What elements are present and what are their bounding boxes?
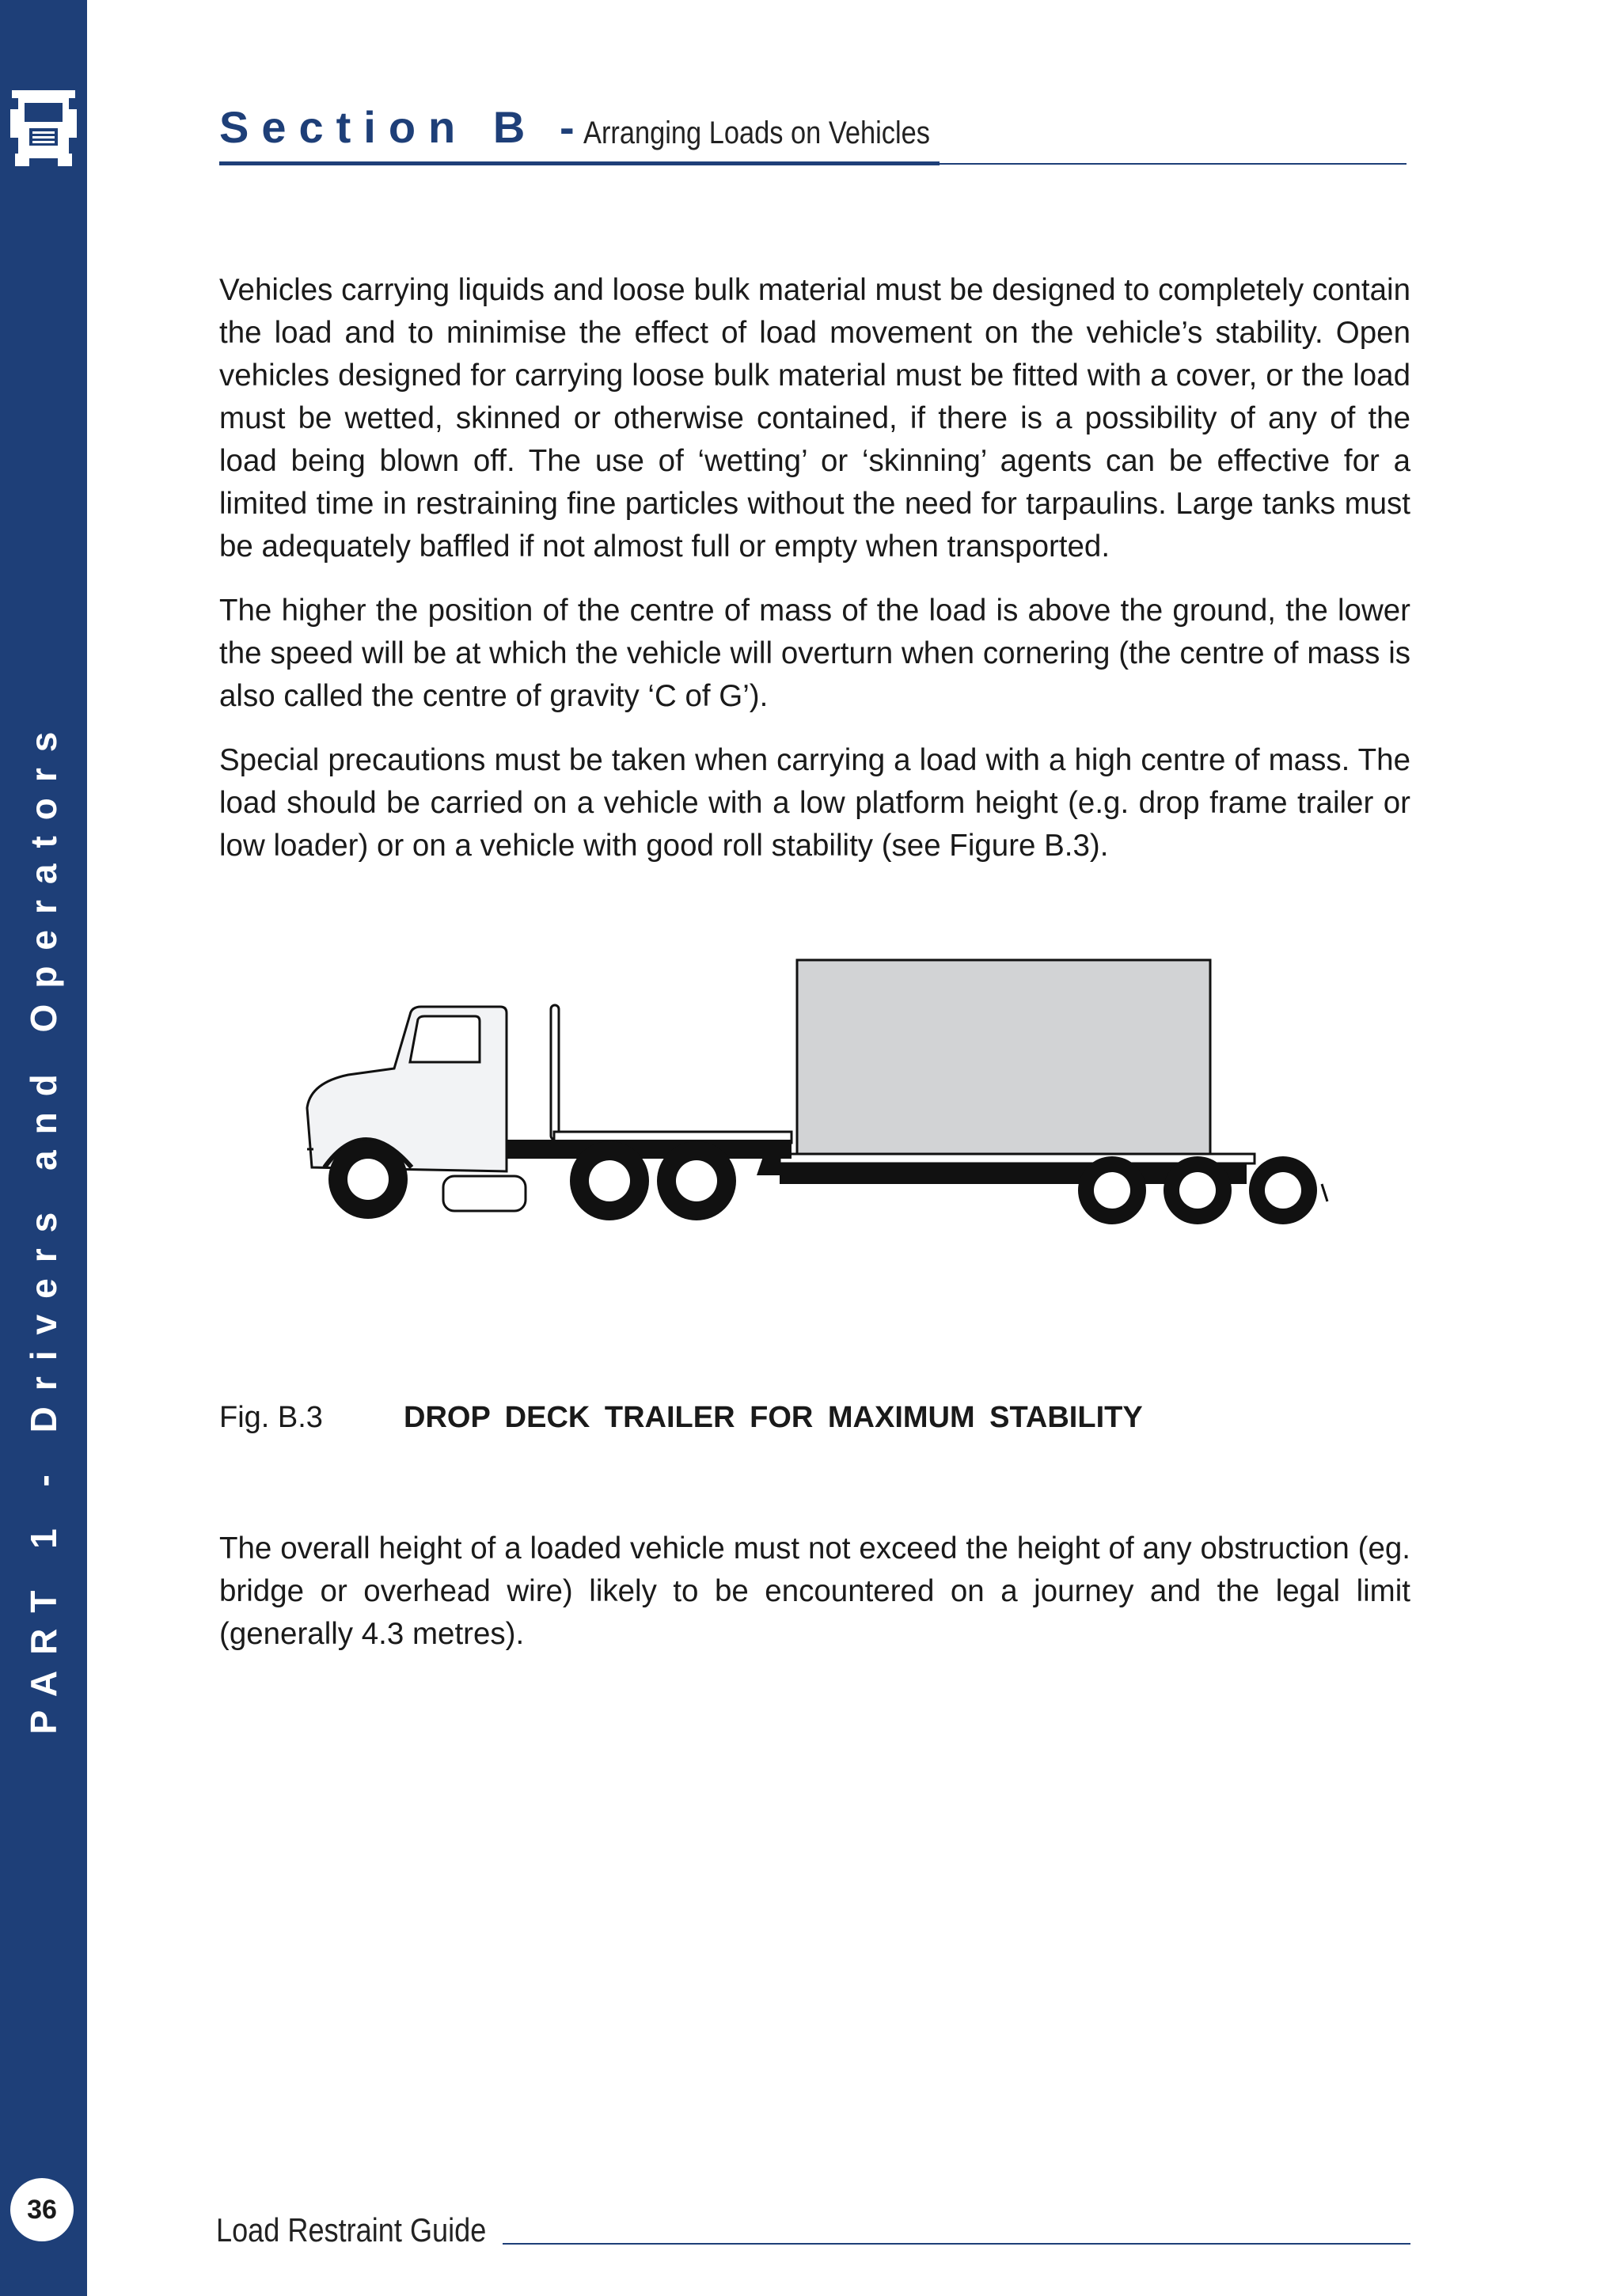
drop-deck-trailer-illustration (293, 950, 1377, 1243)
truck-front-icon (10, 85, 77, 168)
paragraph-overall-height: The overall height of a loaded vehicle must not exceed the height of any obstruction (eg. bridge or overhead wire) likely to be encountered on a journey and the legal limit (generally 4.3 metres). (219, 1531, 1410, 1651)
paragraph-centre-of-mass: The higher the position of the centre of mass of the load is above the ground, the lower the speed will be at which the vehicle will overturn when cornering (the centre of mass is also called the centre of gravity ‘C of G’). (219, 594, 1410, 713)
page-number: 36 (10, 2178, 74, 2241)
fuel-tank (443, 1176, 526, 1211)
headboard (551, 1005, 559, 1140)
figure-title: DROP DECK TRAILER FOR MAXIMUM STABILITY (404, 1401, 1143, 1434)
figure-number: Fig. B.3 (219, 1401, 323, 1434)
section-header (219, 101, 1407, 168)
section-dash: - (560, 102, 575, 152)
paragraph-bulk-loads: Vehicles carrying liquids and loose bulk material must be designed to completely contain the load and to minimise the effect of load movement on the vehicle’s stability. Open vehicles designed for carrying loose bulk material must be fitted with a cover, or the load must be wetted, skinned or otherwise contained, if there is a possibility of any of the load being blown off. The use of ‘wetting’ or ‘skinning’ agents can be effective for a limited time in restraining fine particles without the need for tarpaulins. Large tanks must be adequately baffled if not almost full or empty when transported. (219, 273, 1410, 564)
section-title: Section B (219, 102, 538, 152)
paragraph-special-precautions: Special precautions must be taken when carrying a load with a high centre of mass. The load should be carried on a vehicle with a low platform height (e.g. drop frame trailer or low loader) or on a vehicle with good roll stability (see Figure B.3). (219, 743, 1410, 863)
footer-guide-title: Load Restraint Guide (216, 2211, 487, 2249)
cab-window (410, 1016, 480, 1062)
load-block (797, 960, 1210, 1154)
part-label: PART 1 - Drivers and Operators (23, 715, 64, 1735)
header-rule-thin (219, 163, 1407, 165)
footer-rule (503, 2243, 1410, 2245)
sidebar (0, 0, 87, 2296)
section-subtitle: Arranging Loads on Vehicles (583, 116, 930, 150)
